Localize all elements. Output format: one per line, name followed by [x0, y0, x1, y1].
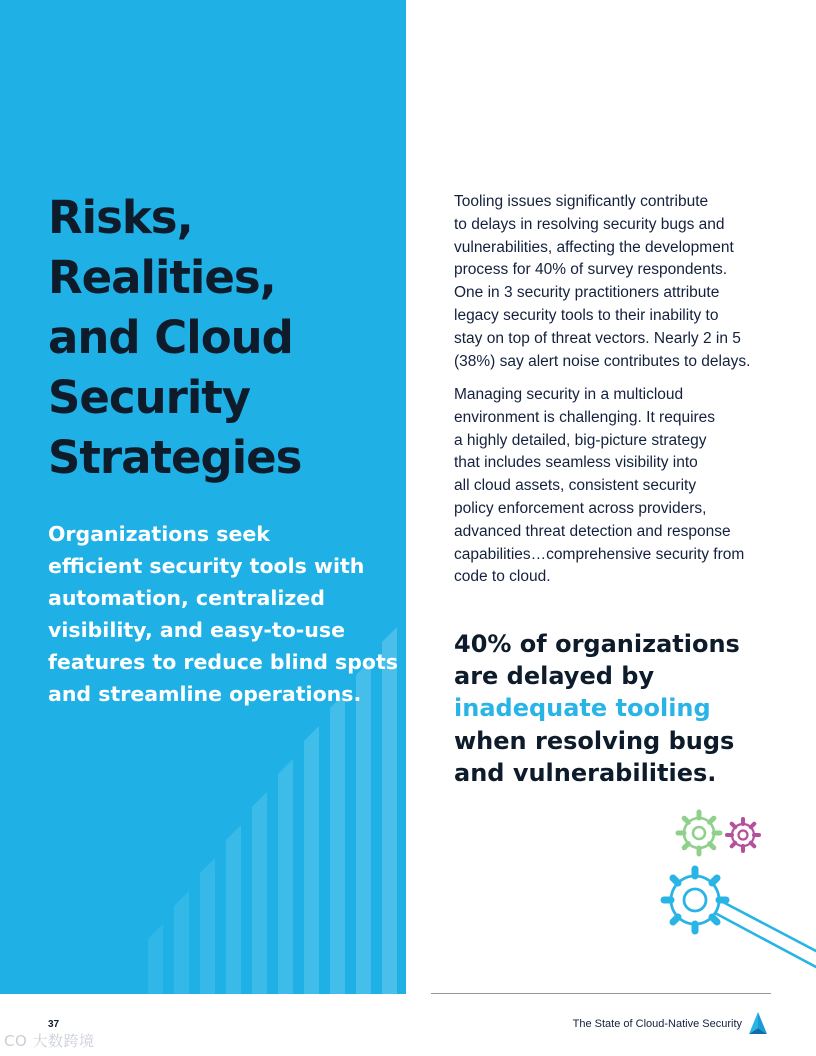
prisma-logo-icon — [748, 1012, 768, 1036]
paragraph-line: vulnerabilities, affecting the development — [454, 238, 734, 256]
green-gear-icon — [678, 812, 720, 854]
decorative-bar — [174, 891, 189, 994]
decorative-bar — [200, 858, 215, 994]
paragraph-line: legacy security tools to their inability to — [454, 306, 719, 324]
body-paragraph-1 — [454, 191, 774, 373]
subtitle-line: visibility, and easy-to-use — [48, 618, 346, 642]
cover-panel — [0, 0, 406, 994]
footer-divider — [431, 993, 771, 994]
paragraph-line: capabilities…comprehensive security from — [454, 545, 745, 563]
paragraph-line: stay on top of threat vectors. Nearly 2 in 5 — [454, 329, 741, 347]
subtitle-line: automation, centralized — [48, 586, 325, 610]
pink-gear-icon — [727, 819, 759, 851]
gears-and-wrench-illustration — [655, 805, 816, 975]
stat-callout — [454, 628, 784, 789]
callout-line: are delayed by — [454, 662, 655, 691]
page-number: 37 — [48, 1019, 60, 1030]
blue-gear-icon — [664, 869, 726, 931]
paragraph-line: One in 3 security practitioners attribute — [454, 284, 720, 302]
watermark: CO 大数跨境 — [4, 1032, 95, 1050]
paragraph-line: advanced threat detection and response — [454, 522, 731, 540]
rising-bars-graphic — [0, 0, 406, 994]
decorative-bar — [304, 726, 319, 994]
paragraph-line: that includes seamless visibility into — [454, 454, 698, 472]
title-line: Risks, — [48, 191, 193, 244]
subtitle-line: efficient security tools with — [48, 554, 365, 578]
subtitle-line: Organizations seek — [48, 522, 270, 546]
paragraph-line: policy enforcement across providers, — [454, 499, 707, 517]
title-line: Realities, — [48, 251, 276, 304]
title-line: and Cloud — [48, 311, 293, 364]
decorative-bar — [356, 660, 371, 994]
subtitle-line: and streamline operations. — [48, 682, 362, 706]
decorative-bar — [252, 792, 267, 994]
wrench-icon — [715, 901, 816, 967]
subtitle-line: features to reduce blind spots — [48, 650, 398, 674]
paragraph-line: environment is challenging. It requires — [454, 408, 716, 426]
paragraph-line: process for 40% of survey respondents. — [454, 261, 728, 279]
paragraph-line: to delays in resolving security bugs and — [454, 215, 725, 233]
decorative-bar — [226, 825, 241, 994]
callout-line: and vulnerabilities. — [454, 758, 717, 787]
body-paragraph-2 — [454, 384, 774, 589]
paragraph-line: (38%) say alert noise contributes to delays. — [454, 352, 751, 370]
footer-title: The State of Cloud-Native Security — [572, 1018, 742, 1030]
intro-subtitle — [48, 518, 398, 710]
title-line: Strategies — [48, 431, 302, 484]
decorative-bar — [148, 924, 163, 994]
callout-line: when resolving bugs — [454, 726, 735, 755]
decorative-bar — [278, 759, 293, 994]
callout-line: 40% of organizations — [454, 630, 740, 658]
paragraph-line: code to cloud. — [454, 568, 551, 586]
paragraph-line: Managing security in a multicloud — [454, 386, 684, 403]
title-line: Security — [48, 371, 251, 424]
decorative-bar — [330, 693, 345, 994]
callout-highlight: inadequate tooling — [454, 694, 711, 723]
paragraph-line: Tooling issues significantly contribute — [454, 193, 709, 210]
paragraph-line: all cloud assets, consistent security — [454, 477, 697, 495]
paragraph-line: a highly detailed, big-picture strategy — [454, 431, 707, 449]
page-title — [48, 188, 388, 488]
